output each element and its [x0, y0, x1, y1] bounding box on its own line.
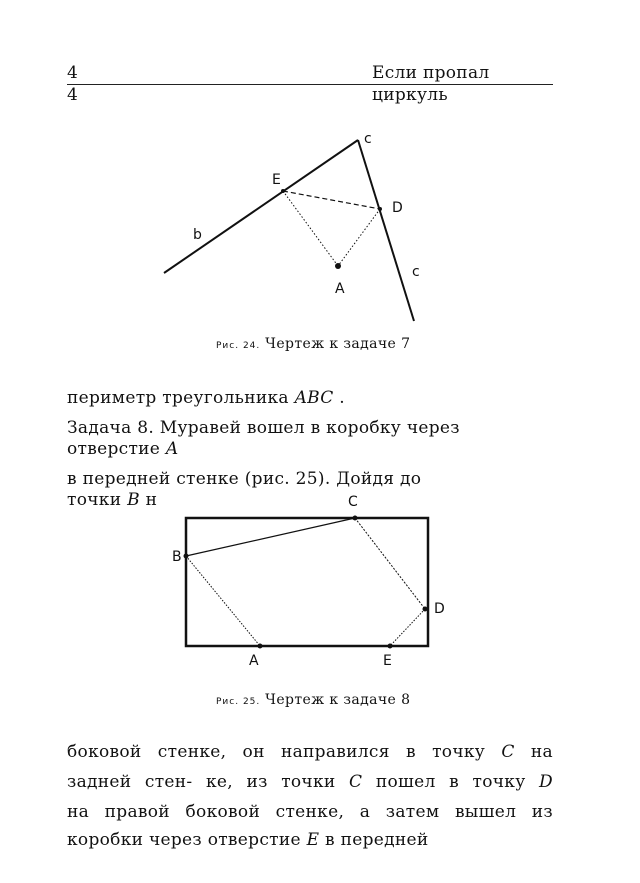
segment-bc: [186, 518, 355, 556]
paragraph-line-2: задней стен- ке, из точки C пошел в точку D: [67, 772, 553, 792]
paragraph-line-1: боковой стенке, он направился в точку C на: [67, 742, 553, 762]
figure-24-caption-text: Чертеж к задаче 7: [265, 336, 411, 352]
label-a: A: [249, 653, 259, 669]
segment-de: [390, 609, 425, 646]
label-top-c: c: [364, 131, 372, 147]
figure-25-caption-text: Чертеж к задаче 8: [265, 692, 411, 708]
figure-24-caption-label: Рис. 24.: [216, 341, 261, 351]
text-line-2: Задача 8. Муравей вошел в коробку через: [67, 418, 460, 438]
label-e: E: [272, 172, 281, 188]
label-b: B: [172, 549, 182, 565]
point-a: [258, 644, 263, 649]
label-e: E: [383, 653, 392, 669]
point-b: [184, 554, 189, 559]
running-title-line-1: Если пропал: [372, 63, 490, 83]
text-line-3: отверстие A: [67, 439, 179, 459]
label-d: D: [434, 601, 445, 617]
label-c: C: [348, 494, 358, 510]
paragraph-line-3: на правой боковой стенке, а затем вышел из: [67, 802, 553, 822]
point-e: [388, 644, 393, 649]
running-title-line-2: циркуль: [372, 85, 448, 105]
box-outline: [186, 518, 428, 646]
text-line-5: точки B н: [67, 490, 158, 510]
paragraph-line-4: коробки через отверстие E в передней: [67, 830, 429, 850]
point-d: [423, 607, 428, 612]
page-number: 4: [67, 63, 79, 83]
figure-25-caption: [216, 692, 410, 708]
text-line-1: периметр треугольника ABC .: [67, 388, 346, 408]
label-a: A: [335, 281, 345, 297]
label-c: c: [412, 264, 420, 280]
label-b: b: [193, 227, 202, 243]
segment-cd: [355, 518, 425, 609]
segment-ab: [186, 556, 260, 646]
page-number-repeat: 4: [67, 85, 79, 105]
point-c: [353, 516, 358, 521]
text-line-4: в передней стенке (рис. 25). Дойдя до: [67, 469, 422, 489]
figure-25-caption-label: Рис. 25.: [216, 697, 261, 707]
label-d: D: [392, 200, 403, 216]
